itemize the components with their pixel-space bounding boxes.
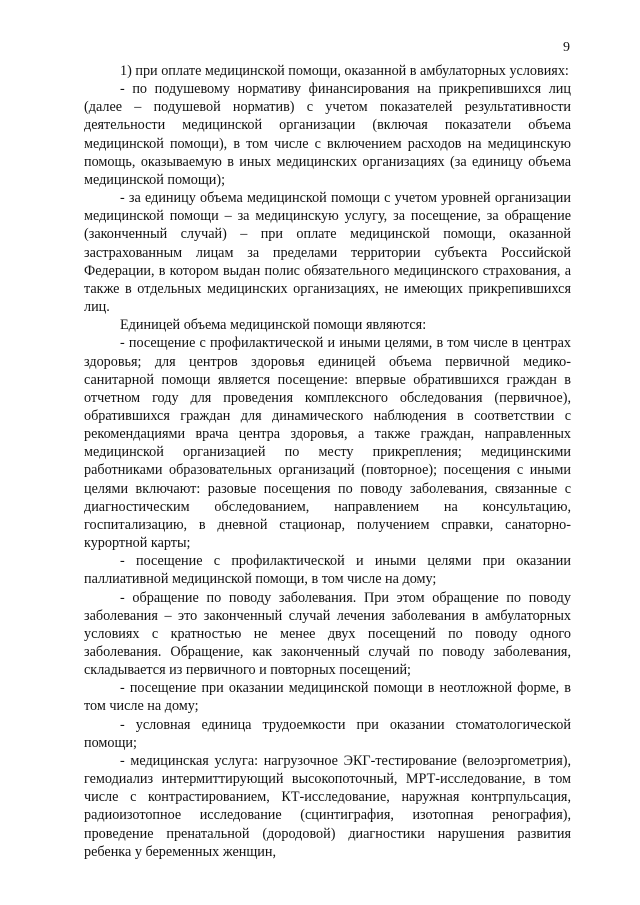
document-body	[84, 62, 571, 861]
paragraph-units-intro: Единицей объема медицинской помощи являются:	[120, 317, 427, 334]
paragraph-disease-appeal: - обращение по поводу заболевания. При этом обращение по поводу заболевания – это законченный случай лечения заболевания в амбулаторных условиях с кратностью не менее двух посещений по поводу одного заболевания. Обращение, как законченный случай по поводу заболевания, складывается из первичного и повторных посещений;	[84, 589, 571, 679]
page-number: 9	[563, 40, 570, 55]
paragraph-per-unit-volume: - за единицу объема медицинской помощи с учетом уровней организации медицинской помощи – за медицинскую услугу, за посещение, за обращение (законченный случай) – при оплате медицинской помощи, оказанной застрахованным лицам за пределами территории субъекта Российской Федерации, в котором выдан полис обязательного медицинского страхования, а также в отдельных медицинских организациях, не имеющих прикрепившихся лиц.	[84, 190, 571, 316]
paragraph-per-capita-norm: - по подушевому нормативу финансирования на прикрепившихся лиц (далее – подушевой норматив) с учетом показателей результативности деятельности медицинской организации (включая показатели объема медицинской помощи), в том числе с включением расходов на медицинскую помощь, оказываемую в иных медицинских организациях (за единицу объема медицинской помощи);	[84, 81, 571, 188]
paragraph-palliative-visit: - посещение с профилактической и иными целями при оказании паллиативной медицинской помощи, в том числе на дому;	[84, 553, 571, 588]
paragraph-urgent-visit: - посещение при оказании медицинской помощи в неотложной форме, в том числе на дому;	[84, 680, 571, 715]
paragraph-ambulatory-payment: 1) при оплате медицинской помощи, оказанной в амбулаторных условиях:	[120, 63, 569, 79]
paragraph-dental-unit: - условная единица трудоемкости при оказании стоматологической помощи;	[84, 716, 571, 751]
paragraph-preventive-visit: - посещение с профилактической и иными целями, в том числе в центрах здоровья; для центров здоровья единицей объема первичной медико-санитарной помощи является посещение: впервые обратившихся граждан в отчетном году для проведения комплексного обследования (первичное), обратившихся граждан для динамического наблюдения в соответствии с рекомендациями врача центра здоровья, а также граждан, направленных медицинской организацией по месту прикрепления; медицинскими работниками образовательных организаций (повторное); посещения с иными целями включают: разовые посещения по поводу заболевания, связанные с диагностическим обследованием, направлением на консультацию, госпитализацию, в дневной стационар, получением справки, санаторно-курортной карты;	[84, 335, 571, 552]
paragraph-medical-service: - медицинская услуга: нагрузочное ЭКГ-тестирование (велоэргометрия), гемодиализ интермиттирующий высокопоточный, МРТ-исследование, в том числе с контрастированием, КТ-исследование, наружная контрпульсация, радиоизотопное исследование (сцинтиграфия, изотопная ренография), проведение пренатальной (дородовой) диагностики нарушения развития ребенка у беременных женщин,	[84, 752, 571, 860]
